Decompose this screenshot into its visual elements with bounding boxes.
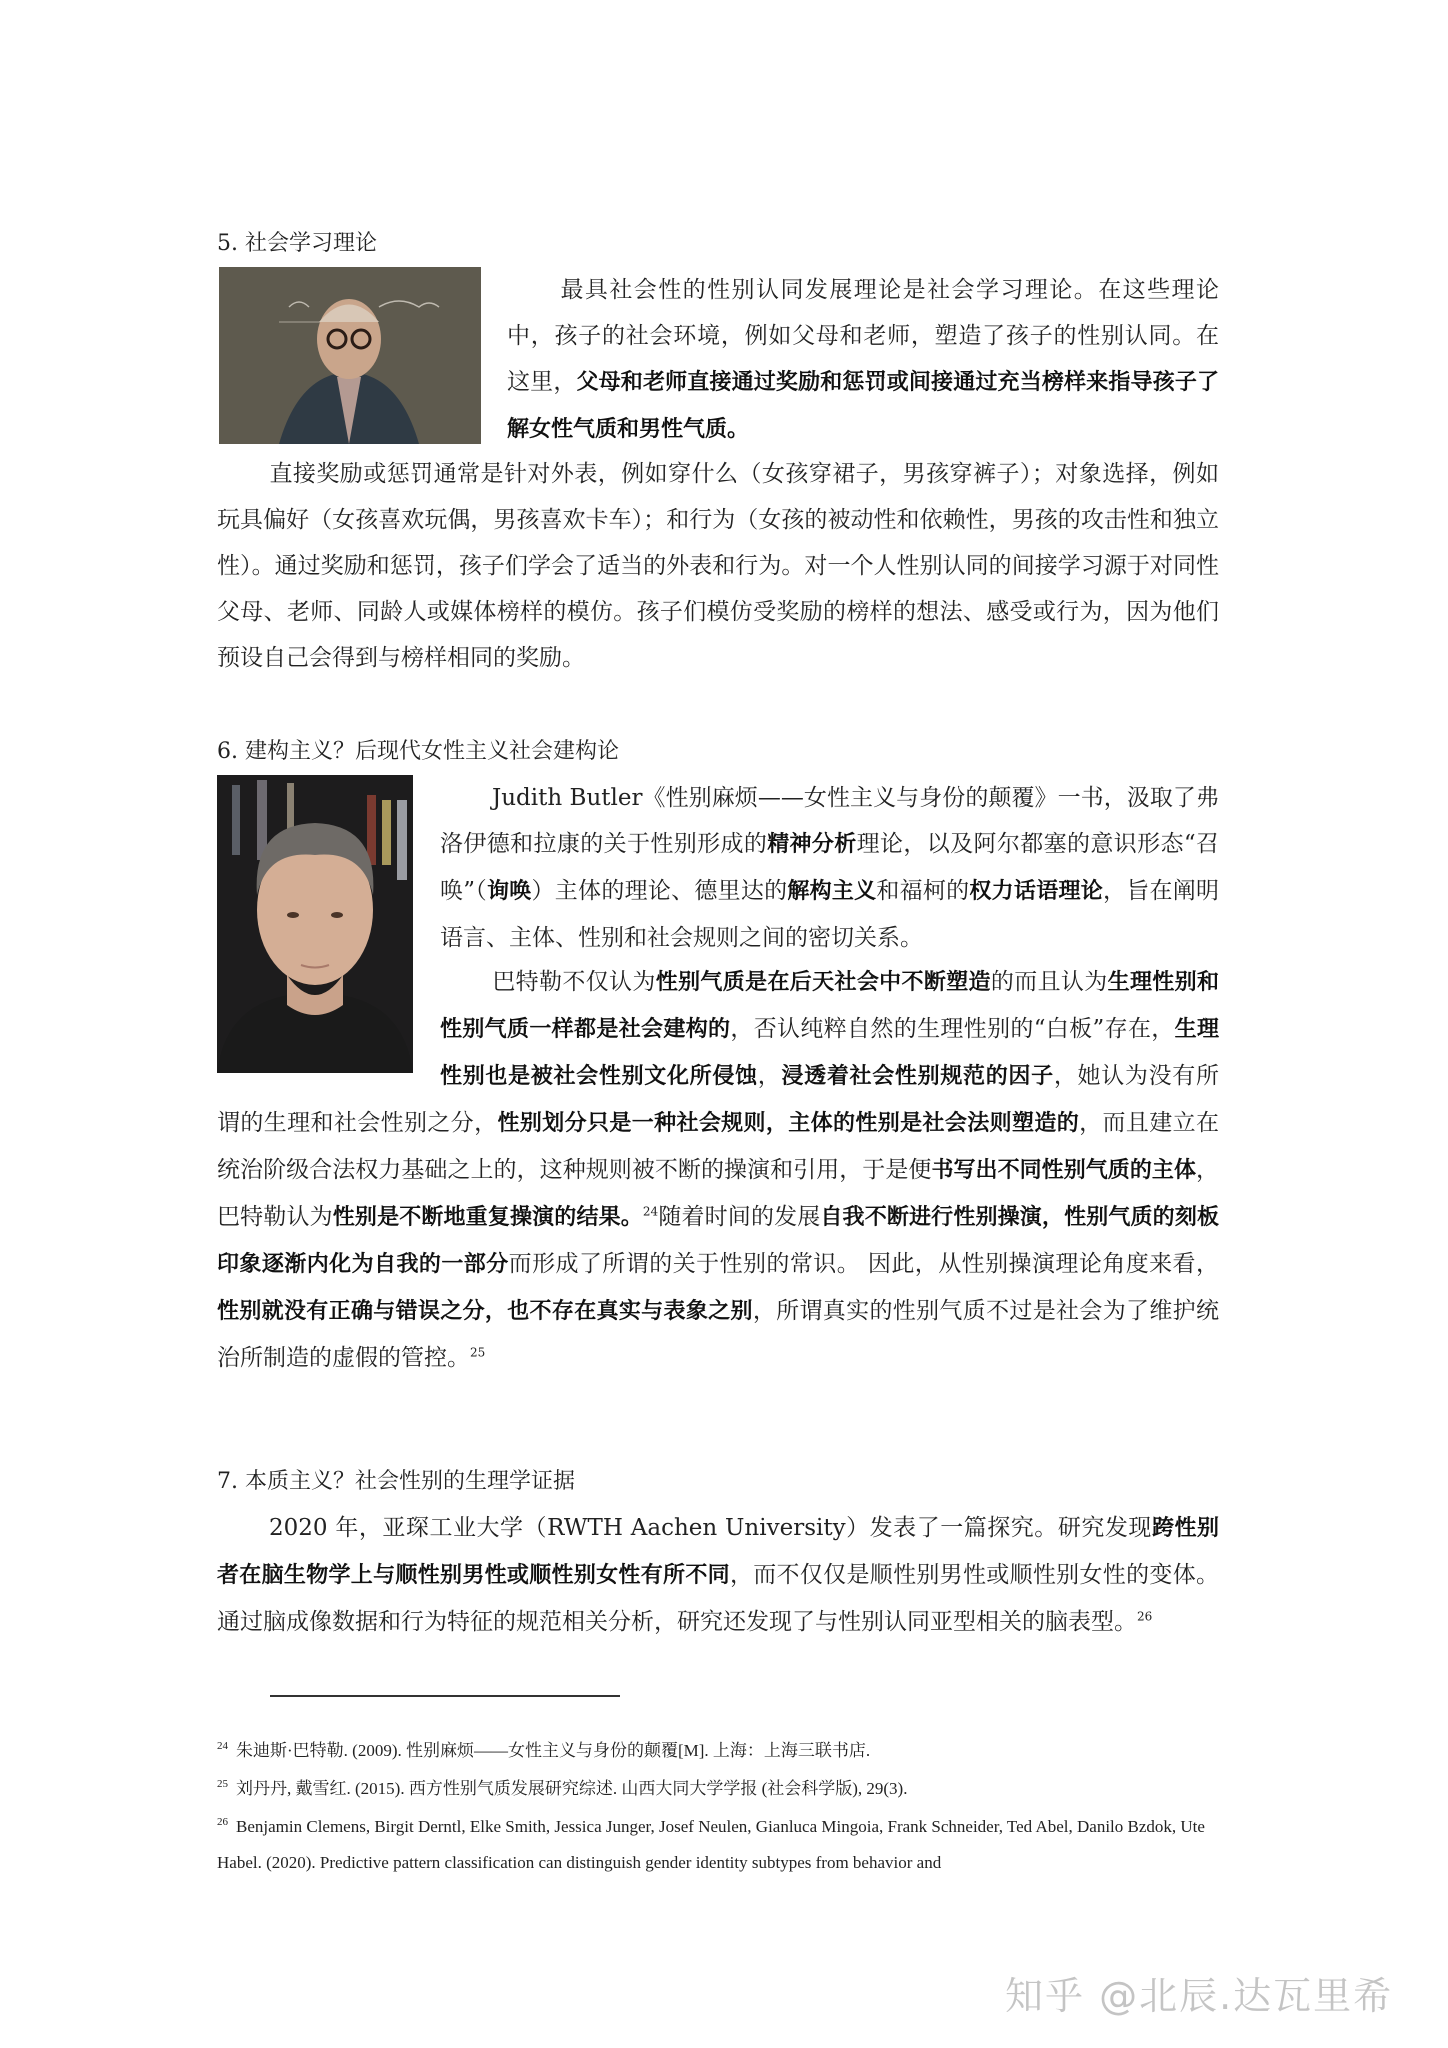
text-emphasis: 自我不断进行性别操演，性别气质的刻板印象逐渐内化为自我的一部分 [217, 1205, 1219, 1277]
text-normal: ，巴特勒认为 [217, 1157, 1219, 1230]
text-emphasis: 性别气质是在后天社会中不断塑造 [655, 970, 991, 995]
text-emphasis: 生理性别和性别气质一样都是社会建构的 [440, 970, 1219, 1042]
footnote-ref-24[interactable]: 24 [642, 1204, 659, 1219]
footnote-number: 24 [217, 1740, 228, 1753]
section-5-heading: 5. 社会学习理论 [217, 231, 377, 256]
photo-wrap-spacer [217, 959, 440, 1097]
footnote-text: Benjamin Clemens, Birgit Derntl, Elke Smith, Jessica Junger, Josef Neulen, Gianluca Mingoia, Frank Schneider, Ted Abel, Danilo Bzdok, Ute Habel. (2020). Predictive pattern classification can distinguish gender identity subtypes from behavior and [217, 1817, 1205, 1872]
text-normal: 最具社会性的性别认同发展理论是社会学习理论。在这些理论中，孩子的社会环境，例如父母和老师，塑造了孩子的性别认同。在这里， [507, 277, 1219, 395]
text-emphasis: 书写出不同性别气质的主体 [931, 1158, 1196, 1183]
section-5-paragraph-1 [507, 267, 1219, 453]
footnote-ref-26[interactable]: 26 [1137, 1609, 1153, 1624]
text-normal: 随着时间的发展 [658, 1204, 821, 1230]
portrait-image [219, 267, 481, 444]
text-normal: 直接奖励或惩罚通常是针对外表，例如穿什么（女孩穿裙子，男孩穿裤子）；对象选择，例如玩具偏好（女孩喜欢玩偶，男孩喜欢卡车）；和行为（女孩的被动性和依赖性，男孩的攻击性和独立性）。通过奖励和惩罚，孩子们学会了适当的外表和行为。对一个人性别认同的间接学习源于对同性父母、老师、同龄人或媒体榜样的模仿。孩子们模仿受奖励的榜样的想法、感受或行为，因为他们预设自己会得到与榜样相同的奖励。 [217, 461, 1219, 671]
text-emphasis: 性别划分只是一种社会规则，主体的性别是社会法则塑造的 [497, 1111, 1080, 1136]
text-emphasis: 跨性别者在脑生物学上与顺性别男性或顺性别女性有所不同 [217, 1516, 1219, 1588]
footnote-25 [217, 1771, 1227, 1807]
section-7-heading: 7. 本质主义？社会性别的生理学证据 [217, 1469, 575, 1494]
text-emphasis: 生理性别也是被社会性别文化所侵蚀 [440, 1017, 1219, 1089]
text-emphasis: 解构主义 [787, 879, 877, 904]
text-normal: ，所谓真实的性别气质不过是社会为了维护统治所制造的虚假的管控。 [217, 1298, 1219, 1371]
section-6-paragraph-1 [440, 775, 1219, 961]
section-7-paragraph-1 [217, 1505, 1219, 1645]
text-normal: 2020 年，亚琛工业大学（RWTH Aachen University）发表了一篇探究。研究发现 [269, 1515, 1152, 1541]
text-emphasis: 权力话语理论 [969, 879, 1103, 904]
footnote-text: 朱迪斯·巴特勒. (2009). 性别麻烦——女性主义与身份的颠覆[M]. 上海：上海三联书店. [236, 1741, 871, 1760]
section-6-heading: 6. 建构主义？后现代女性主义社会建构论 [217, 739, 619, 764]
footnote-ref-25[interactable]: 25 [470, 1345, 486, 1360]
text-normal: ，而且建立在统治阶级合法权力基础之上的，这种规则被不断的操演和引用，于是便 [217, 1110, 1219, 1183]
text-normal: ，她认为没有所谓的生理和社会性别之分， [217, 1063, 1219, 1136]
footnote-text: 刘丹丹, 戴雪红. (2015). 西方性别气质发展研究综述. 山西大同大学学报 (社会科学版), 29(3). [236, 1779, 908, 1798]
footnote-number: 25 [217, 1778, 228, 1791]
footnote-26 [217, 1809, 1227, 1881]
text-emphasis: 性别是不断地重复操演的结果。 [332, 1205, 643, 1230]
text-emphasis: 浸透着社会性别规范的因子 [781, 1064, 1054, 1089]
zhihu-watermark: 知乎 @北辰.达瓦里希 [1005, 1974, 1394, 2018]
footnote-divider [270, 1695, 620, 1697]
text-normal: 的而且认为 [990, 969, 1108, 995]
text-normal: 巴特勒不仅认为 [492, 969, 656, 995]
text-emphasis: 精神分析 [767, 832, 857, 857]
text-normal: 而形成了所谓的关于性别的常识。 因此，从性别操演理论角度来看， [508, 1251, 1219, 1277]
text-normal: 和福柯的 [876, 878, 970, 904]
text-normal: ）主体的理论、德里达的 [531, 878, 788, 904]
text-normal: Judith Butler《性别麻烦——女性主义与身份的颠覆》一书，汲取了弗洛伊德和拉康的关于性别形成的 [440, 785, 1219, 857]
text-normal: 理论，以及阿尔都塞的意识形态“召唤”（ [440, 831, 1219, 904]
text-normal: ， [757, 1063, 782, 1089]
text-normal: ，否认纯粹自然的生理性别的“白板”存在， [730, 1016, 1175, 1042]
section-5-paragraph-2 [217, 451, 1219, 681]
text-emphasis: 父母和老师直接通过奖励和惩罚或间接通过充当榜样来指导孩子了解女性气质和男性气质。 [507, 370, 1219, 442]
section-6-paragraph-2 [217, 959, 1219, 1381]
text-emphasis: 性别就没有正确与错误之分，也不存在真实与表象之别 [217, 1299, 753, 1324]
text-emphasis: 询唤 [487, 879, 532, 904]
text-normal: ，而不仅仅是顺性别男性或顺性别女性的变体。通过脑成像数据和行为特征的规范相关分析，研究还发现了与性别认同亚型相关的脑表型。 [217, 1562, 1219, 1635]
portrait-photo-man [219, 267, 481, 444]
text-normal: ，旨在阐明语言、主体、性别和社会规则之间的密切关系。 [440, 878, 1219, 951]
footnote-24 [217, 1733, 1227, 1769]
footnote-number: 26 [217, 1816, 228, 1829]
